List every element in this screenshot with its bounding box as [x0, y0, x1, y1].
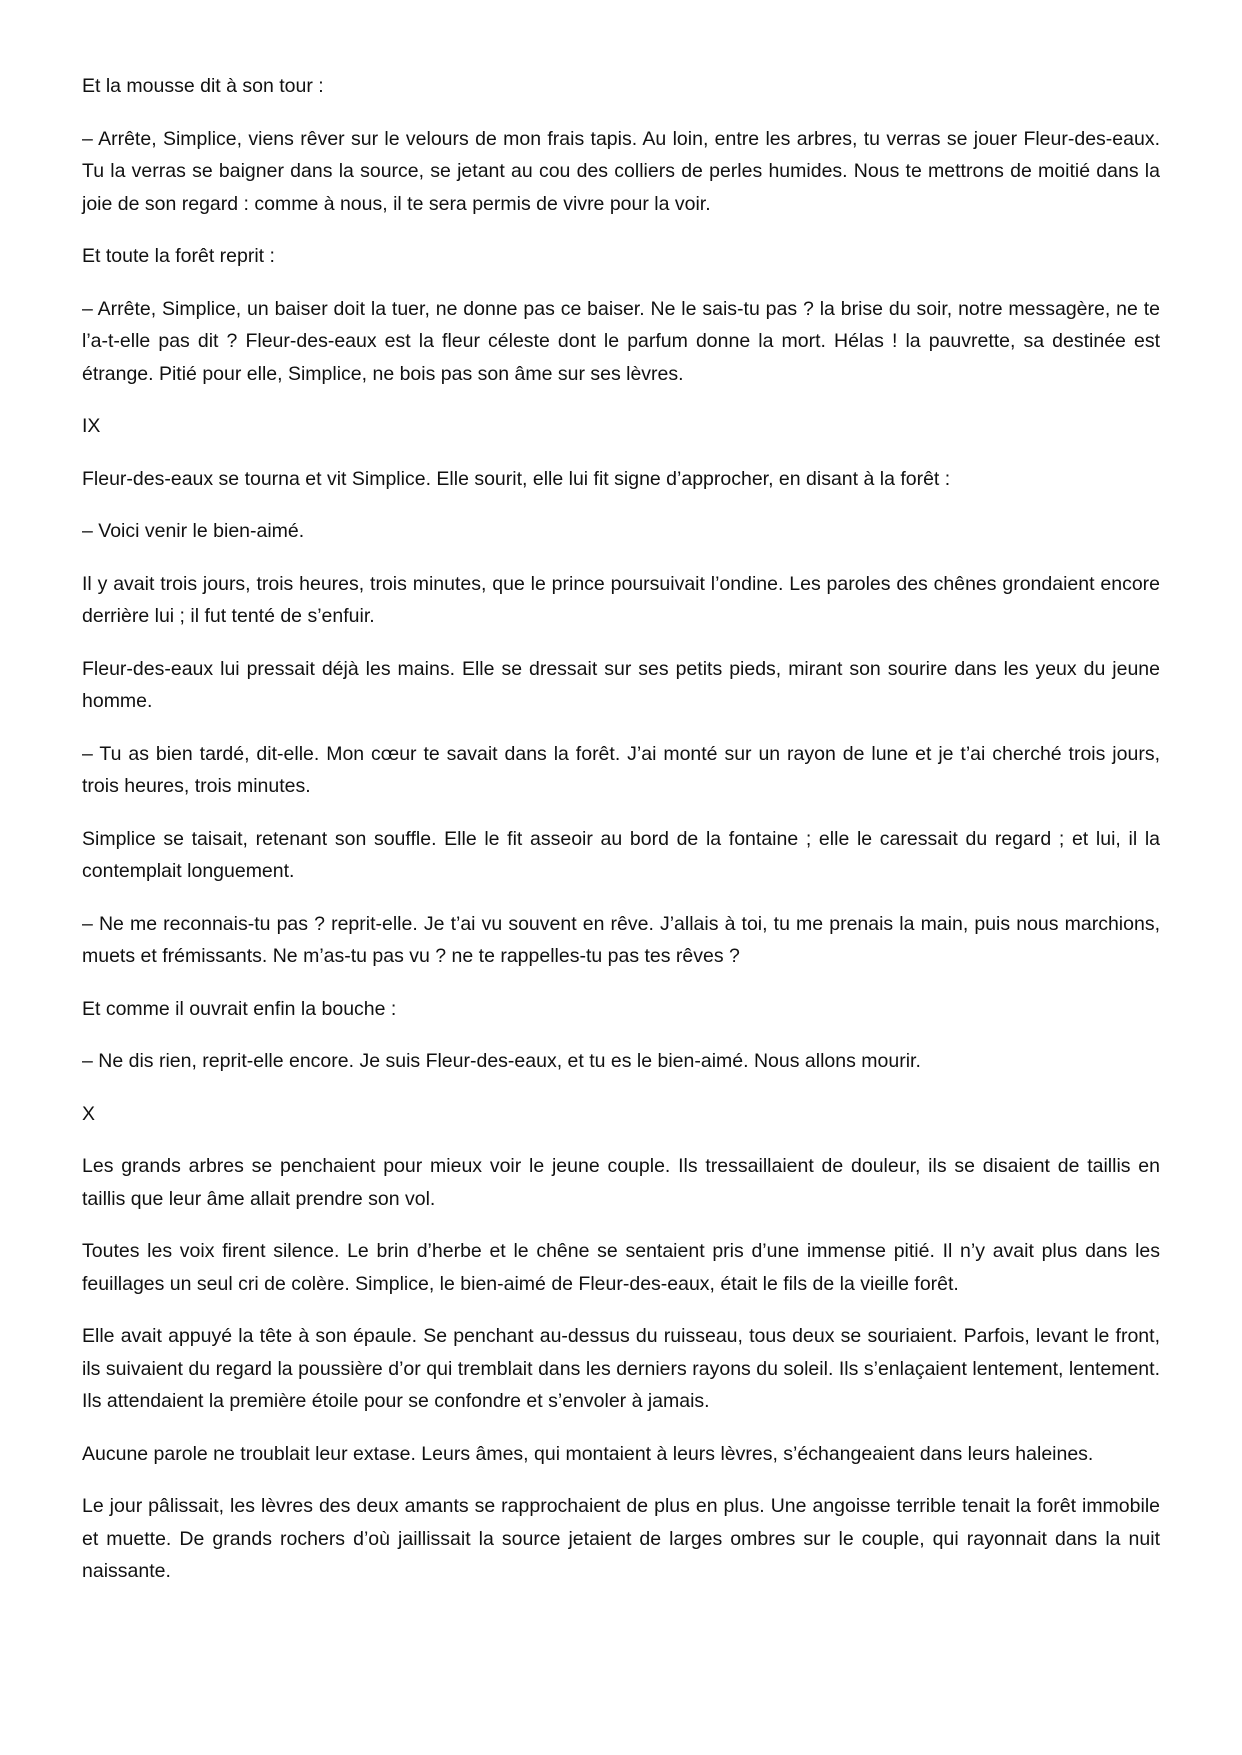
paragraph: Les grands arbres se penchaient pour mieux voir le jeune couple. Ils tressaillaient de douleur, ils se disaient de taillis en taillis que leur âme allait prendre son vol.	[82, 1155, 1160, 1210]
paragraph: Simplice se taisait, retenant son souffle. Elle le fit asseoir au bord de la fontaine ; elle le caressait du regard ; et lui, il la contemplait longuement.	[82, 827, 1160, 882]
paragraph: Toutes les voix firent silence. Le brin d’herbe et le chêne se sentaient pris d’une immense pitié. Il n’y avait plus dans les feuillages un seul cri de colère. Simplice, le bien-aimé de Fleur-des-eaux, était le fils de la vieille forêt.	[82, 1240, 1160, 1295]
paragraph: – Voici venir le bien-aimé.	[82, 520, 305, 542]
paragraph: Il y avait trois jours, trois heures, trois minutes, que le prince poursuivait l’ondine. Les paroles des chênes grondaient encore derrière lui ; il fut tenté de s’enfuir.	[82, 572, 1160, 627]
paragraph: Elle avait appuyé la tête à son épaule. Se penchant au-dessus du ruisseau, tous deux se souriaient. Parfois, levant le front, ils suivaient du regard la poussière d’or qui tremblait dans les derniers rayons du soleil. Ils s’enlaçaient lentement, lentement. Ils attendaient la première étoile pour se confondre et s’envoler à jamais.	[82, 1325, 1160, 1412]
paragraph: Et toute la forêt reprit :	[82, 245, 275, 267]
paragraph: – Ne dis rien, reprit-elle encore. Je suis Fleur-des-eaux, et tu es le bien-aimé. Nous allons mourir.	[82, 1050, 921, 1072]
paragraph: Fleur-des-eaux se tourna et vit Simplice. Elle sourit, elle lui fit signe d’approcher, en disant à la forêt :	[82, 467, 951, 490]
paragraph: Fleur-des-eaux lui pressait déjà les mains. Elle se dressait sur ses petits pieds, mirant son sourire dans les yeux du jeune homme.	[82, 657, 1160, 712]
paragraph: – Arrête, Simplice, un baiser doit la tuer, ne donne pas ce baiser. Ne le sais-tu pas ? la brise du soir, notre messagère, ne te l’a-t-elle pas dit ? Fleur-des-eaux est la fleur céleste dont le parfum donne la mort. Hélas ! la pauvrette, sa destinée est étrange. Pitié pour elle, Simplice, ne bois pas son âme sur ses lèvres.	[82, 297, 1160, 385]
paragraph: Le jour pâlissait, les lèvres des deux amants se rapprochaient de plus en plus. Une angoisse terrible tenait la forêt immobile et muette. De grands rochers d’où jaillissait la source jetaient de larges ombres sur le couple, qui rayonnait dans la nuit naissante.	[82, 1495, 1160, 1582]
paragraph: Et comme il ouvrait enfin la bouche :	[82, 997, 397, 1020]
document-page	[82, 70, 1160, 1608]
paragraph: – Ne me reconnais-tu pas ? reprit-elle. Je t’ai vu souvent en rêve. J’allais à toi, tu me prenais la main, puis nous marchions, muets et frémissants. Ne m’as-tu pas vu ? ne te rappelles-tu pas tes rêves ?	[82, 912, 1160, 967]
paragraph: Et la mousse dit à son tour :	[82, 75, 324, 97]
section-heading: IX	[82, 415, 101, 437]
paragraph: – Tu as bien tardé, dit-elle. Mon cœur te savait dans la forêt. J’ai monté sur un rayon de lune et je t’ai cherché trois jours, trois heures, trois minutes.	[82, 742, 1160, 797]
paragraph: Aucune parole ne troublait leur extase. Leurs âmes, qui montaient à leurs lèvres, s’échangeaient dans leurs haleines.	[82, 1442, 1094, 1465]
section-heading: X	[82, 1102, 96, 1125]
paragraph: – Arrête, Simplice, viens rêver sur le velours de mon frais tapis. Au loin, entre les arbres, tu verras se jouer Fleur-des-eaux. Tu la verras se baigner dans la source, se jetant au cou des colliers de perles humides. Nous te mettrons de moitié dans la joie de son regard : comme à nous, il te sera permis de vivre pour la voir.	[82, 127, 1160, 215]
